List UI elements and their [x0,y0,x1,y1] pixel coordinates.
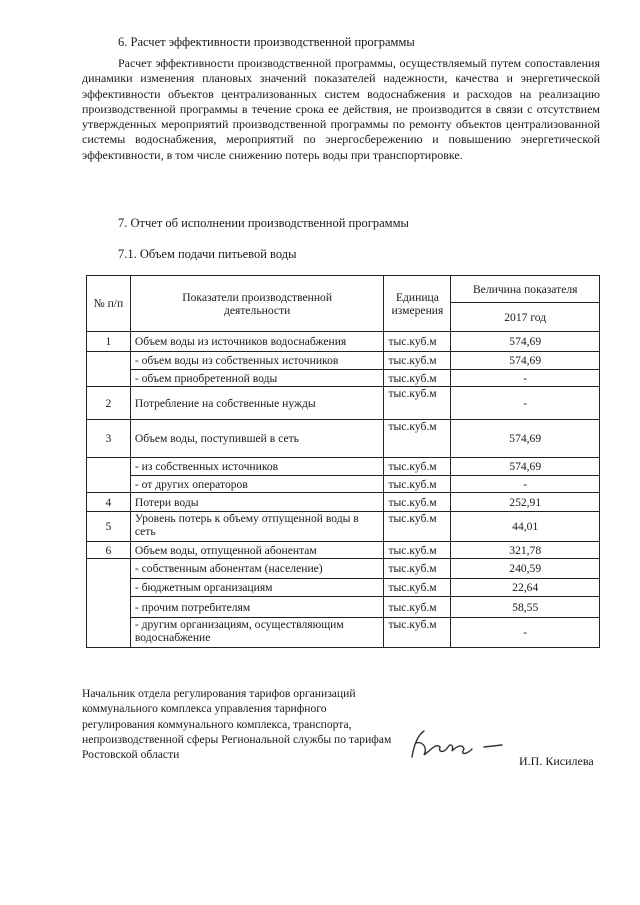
row-num-empty [87,352,131,387]
header-value: Величина показателя [451,276,600,303]
row-unit: тыс.куб.м [384,559,451,579]
row-value: - [451,370,600,387]
row-label: Потери воды [130,493,384,512]
row-label: Объем воды, поступившей в сеть [130,420,384,458]
header-year: 2017 год [451,303,600,332]
row-value: 574,69 [451,458,600,476]
row-value: 321,78 [451,542,600,559]
row-label: - объем воды из собственных источников [130,352,384,370]
row-unit: тыс.куб.м [384,370,451,387]
header-num: № п/п [87,276,131,332]
row-label: - объем приобретенной воды [130,370,384,387]
row-unit: тыс.куб.м [384,420,451,458]
row-unit: тыс.куб.м [384,597,451,618]
row-unit: тыс.куб.м [384,579,451,597]
row-value: 58,55 [451,597,600,618]
row-num-empty [87,559,131,648]
handwritten-signature [402,725,512,771]
section-6-paragraph [82,56,600,163]
row-label: - из собственных источников [130,458,384,476]
section-7-heading: 7. Отчет об исполнении производственной программы [118,216,409,230]
row-unit: тыс.куб.м [384,332,451,352]
row-unit: тыс.куб.м [384,512,451,542]
row-label: - прочим потребителям [130,597,384,618]
row-label: Объем воды из источников водоснабжения [130,332,384,352]
row-num: 3 [87,420,131,458]
row-num: 5 [87,512,131,542]
row-num: 2 [87,387,131,420]
row-unit: тыс.куб.м [384,618,451,648]
row-unit: тыс.куб.м [384,542,451,559]
row-unit: тыс.куб.м [384,476,451,493]
row-value: 574,69 [451,332,600,352]
row-num-empty [87,458,131,493]
section-6-paragraph-text: Расчет эффективности производственной программы, осуществляемый путем сопоставления динамики изменения плановых значений показателей надежности, качества и энергетической эффективности объектов централизованных систем водоснабжения и расходов на реализацию производственной программы в течение срока ее действия, не производится в связи с отсутствием утвержденных мероприятий производственной программы по ремонту объектов централизованной системы водоснабжения, мероприятий по энергосбережению и повышению энергетической эффективности, в том числе снижению потерь воды при транспортировке. [82,56,600,162]
section-7-1-heading: 7.1. Объем подачи питьевой воды [118,247,297,261]
row-label: - бюджетным организациям [130,579,384,597]
row-label: - собственным абонентам (население) [130,559,384,579]
row-value: 240,59 [451,559,600,579]
header-unit: Единица измерения [384,276,451,332]
header-indicator: Показатели производственной деятельности [130,276,384,332]
row-value: - [451,476,600,493]
row-value: 44,01 [451,512,600,542]
row-label: Потребление на собственные нужды [130,387,384,420]
row-value: - [451,387,600,420]
row-num: 6 [87,542,131,559]
row-unit: тыс.куб.м [384,493,451,512]
signatory-name: И.П. Кисилева [519,754,594,768]
row-num: 1 [87,332,131,352]
row-value: - [451,618,600,648]
row-unit: тыс.куб.м [384,352,451,370]
water-supply-table [86,275,600,648]
signature-block-title: Начальник отдела регулирования тарифов организаций коммунального комплекса управления тарифного регулирования коммунального комплекса, транспорта, непроизводственной сферы Региональной службы по тарифам Ростовской области [82,687,392,762]
row-value: 22,64 [451,579,600,597]
row-label: Объем воды, отпущенной абонентам [130,542,384,559]
row-value: 574,69 [451,420,600,458]
section-6-heading: 6. Расчет эффективности производственной программы [118,35,415,49]
row-value: 574,69 [451,352,600,370]
row-label: - другим организациям, осуществляющим водоснабжение [130,618,384,648]
row-label: Уровень потерь к объему отпущенной воды в сеть [130,512,384,542]
row-unit: тыс.куб.м [384,458,451,476]
row-unit: тыс.куб.м [384,387,451,420]
row-num: 4 [87,493,131,512]
row-value: 252,91 [451,493,600,512]
row-label: - от других операторов [130,476,384,493]
